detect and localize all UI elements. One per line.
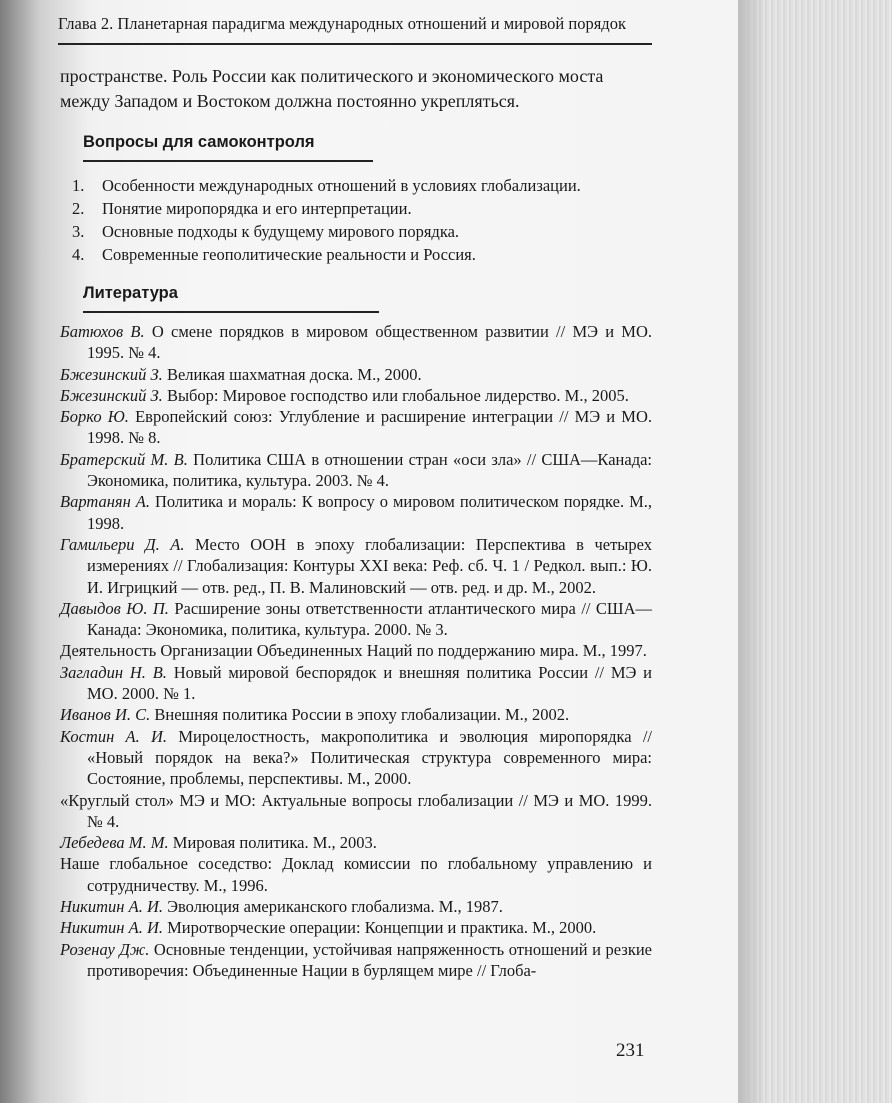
literature-text: Миротворческие операции: Концепции и практика. М., 2000. (167, 918, 597, 938)
questions-list (72, 174, 652, 266)
literature-text: Мировая политика. М., 2003. (172, 833, 377, 853)
literature-item (60, 491, 652, 534)
literature-text: Наше глобальное соседство: Доклад комиссии по глобальному управлению и сотрудничеству. М., 1996. (60, 854, 652, 895)
literature-text: О смене порядков в мировом общественном развитии // МЭ и МО. 1995. № 4. (87, 322, 653, 363)
literature-text: Эволюция американского глобализма. М., 1987. (167, 897, 503, 917)
literature-author: Гамильери Д. А. (60, 534, 185, 554)
literature-author: Бжезинский З. (60, 385, 163, 405)
literature-item (60, 534, 652, 598)
question-text: Современные геополитические реальности и Россия. (102, 245, 476, 264)
literature-text: Место ООН в эпоху глобализации: Перспектива в четырех измерениях // Глобализация: Контуры XXI века: Реф. сб. Ч. 1 / Редкол. вып.: Ю. И. Игрицкий — отв. ред., П. В. Малиновский — отв. ред. и др. М., 2002. (87, 534, 652, 597)
literature-text: Основные тенденции, устойчивая напряженность отношений и резкие противоречия: Объединенные Нации в бурлящем мире // Глоба- (87, 939, 652, 980)
literature-text: Мироцелостность, макрополитика и эволюция миропорядка // «Новый порядок на века?» Политическая структура современного мира: Состояние, проблемы, перспективы. М., 2000. (87, 726, 653, 789)
question-number: 4. (72, 245, 85, 264)
literature-item (60, 598, 652, 641)
literature-author: Иванов И. С. (60, 705, 151, 725)
literature-heading: Литература (83, 284, 178, 302)
literature-author: Вартанян А. (60, 492, 150, 512)
literature-author: Борко Ю. (60, 407, 129, 427)
question-text: Понятие миропорядка и его интерпретации. (102, 199, 412, 218)
questions-heading-rule (83, 160, 373, 162)
literature-author: Бжезинский З. (60, 364, 163, 384)
literature-text: Европейский союз: Углубление и расширение интеграции // МЭ и МО. 1998. № 8. (87, 407, 653, 448)
question-text: Особенности международных отношений в условиях глобализации. (102, 176, 581, 195)
question-item (72, 174, 652, 197)
literature-item (60, 364, 652, 385)
literature-item (60, 896, 652, 917)
literature-text: Выбор: Мировое господство или глобальное лидерство. М., 2005. (166, 385, 629, 405)
literature-text: Внешняя политика России в эпоху глобализации. М., 2002. (154, 705, 570, 725)
questions-heading: Вопросы для самоконтроля (83, 133, 315, 151)
literature-text: Новый мировой беспорядок и внешняя политика России // МЭ и МО. 2000. № 1. (87, 662, 653, 704)
literature-item (60, 640, 652, 661)
literature-item (60, 449, 652, 492)
literature-author: Костин А. И. (60, 726, 168, 746)
literature-text: Политика США в отношении стран «оси зла» // США—Канада: Экономика, политика, культура. 2003. № 4. (87, 449, 653, 491)
question-number: 2. (72, 199, 85, 218)
literature-text: Расширение зоны ответственности атлантического мира // США—Канада: Экономика, политика, культура. 2000. № 3. (87, 598, 652, 640)
literature-item (60, 853, 652, 896)
question-text: Основные подходы к будущему мирового порядка. (102, 222, 460, 241)
literature-author: Розенау Дж. (60, 939, 150, 959)
question-item (72, 197, 652, 220)
literature-heading-rule (83, 311, 379, 313)
question-number: 1. (72, 176, 85, 195)
question-item (72, 220, 652, 243)
literature-item (60, 832, 652, 853)
literature-item (60, 726, 652, 790)
literature-text: Деятельность Организации Объединенных Наций по поддержанию мира. М., 1997. (60, 641, 647, 661)
literature-author: Загладин Н. В. (60, 662, 167, 682)
literature-item (60, 385, 652, 406)
literature-item (60, 917, 652, 938)
literature-author: Давыдов Ю. П. (60, 598, 169, 618)
literature-item (60, 406, 652, 449)
literature-item (60, 662, 652, 705)
literature-list (60, 321, 652, 981)
literature-author: Лебедева М. М. (60, 833, 169, 853)
literature-text: Политика и мораль: К вопросу о мировом политическом порядке. М., 1998. (87, 492, 652, 533)
literature-author: Никитин А. И. (60, 918, 163, 938)
literature-author: Братерский М. В. (60, 449, 188, 469)
literature-item (60, 704, 652, 725)
literature-text: «Круглый стол» МЭ и МО: Актуальные вопросы глобализации // МЭ и МО. 1999. № 4. (60, 790, 652, 831)
question-number: 3. (72, 222, 85, 241)
running-header: Глава 2. Планетарная парадигма международных отношений и мировой порядок (58, 14, 626, 33)
question-item (72, 243, 652, 266)
literature-item (60, 939, 652, 982)
literature-item (60, 321, 652, 364)
header-rule (58, 43, 652, 45)
page-edges (738, 0, 892, 1103)
literature-item (60, 790, 652, 833)
intro-paragraph: пространстве. Роль России как политического и экономического моста между Западом и Востоком должна постоянно укрепляться. (60, 66, 604, 111)
literature-text: Великая шахматная доска. М., 2000. (166, 364, 422, 384)
page-number: 231 (616, 1040, 645, 1061)
literature-author: Батюхов В. (60, 322, 145, 341)
literature-author: Никитин А. И. (60, 897, 163, 917)
